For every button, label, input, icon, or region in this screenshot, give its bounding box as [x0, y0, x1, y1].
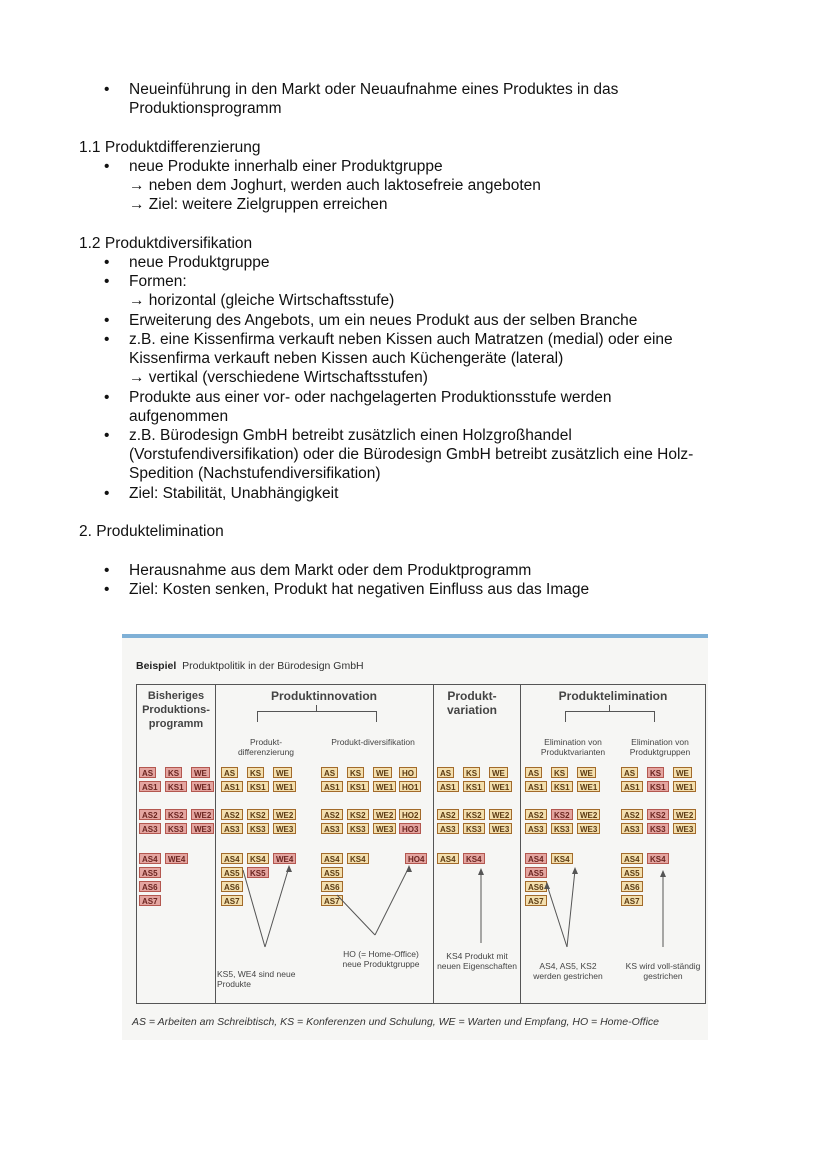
product-tag: WE2 — [191, 809, 214, 820]
product-tag: AS6 — [221, 881, 243, 892]
product-tag: HO — [399, 767, 417, 778]
product-tag: AS4 — [621, 853, 643, 864]
product-tag: WE2 — [273, 809, 296, 820]
product-tag: AS4 — [437, 853, 459, 864]
product-tag: WE3 — [577, 823, 600, 834]
product-tag: WE2 — [373, 809, 396, 820]
product-tag: KS2 — [165, 809, 187, 820]
product-tag: AS7 — [221, 895, 243, 906]
bullet-dot: • — [104, 312, 110, 329]
product-tag: AS3 — [437, 823, 459, 834]
product-tag: AS4 — [221, 853, 243, 864]
product-tag: WE — [489, 767, 508, 778]
product-tag: KS1 — [347, 781, 369, 792]
product-tag: KS3 — [551, 823, 573, 834]
arrow-line — [375, 867, 409, 935]
product-tag: AS — [139, 767, 156, 778]
product-tag: AS3 — [621, 823, 643, 834]
intro-bullet-line1: Neueinführung in den Markt oder Neuaufnahme eines Produktes in das — [129, 81, 619, 98]
product-tag: WE3 — [673, 823, 696, 834]
arrow-line: → neben dem Joghurt, werden auch laktosefreie angeboten — [129, 177, 541, 194]
product-tag: KS4 — [647, 853, 669, 864]
product-tag: AS7 — [525, 895, 547, 906]
bullet-dot: • — [104, 389, 110, 406]
arrow-head — [572, 867, 578, 874]
product-tag: KS — [247, 767, 264, 778]
product-tag: AS6 — [321, 881, 343, 892]
bullet-text: z.B. Bürodesign GmbH betreibt zusätzlich einen Holzgroßhandel — [129, 427, 572, 444]
product-tag: AS1 — [321, 781, 343, 792]
product-tag: KS — [647, 767, 664, 778]
product-tag: AS2 — [621, 809, 643, 820]
product-tag: KS1 — [165, 781, 187, 792]
arrow-head — [544, 882, 550, 889]
product-tag: KS — [165, 767, 182, 778]
arrow-line: → vertikal (verschiedene Wirtschaftsstufen) — [129, 369, 428, 386]
product-tag: KS4 — [247, 853, 269, 864]
product-tag: WE — [673, 767, 692, 778]
product-tag: AS2 — [139, 809, 161, 820]
product-tag: AS4 — [525, 853, 547, 864]
product-tag: WE1 — [273, 781, 296, 792]
product-tag: AS2 — [525, 809, 547, 820]
product-tag: KS2 — [647, 809, 669, 820]
arrow-line — [567, 870, 575, 947]
arrow-line — [265, 867, 289, 947]
bullet-dot: • — [104, 562, 110, 579]
arrow-line — [243, 870, 265, 947]
bullet-dot: • — [104, 273, 110, 290]
product-tag: KS3 — [347, 823, 369, 834]
product-tag: AS2 — [221, 809, 243, 820]
header-produktelimination: Produktelimination — [558, 689, 668, 703]
product-tag: KS3 — [165, 823, 187, 834]
note-variation: KS4 Produkt mit neuen Eigenschaften — [437, 951, 517, 971]
bullet-dot: • — [104, 81, 110, 98]
product-tag: WE1 — [673, 781, 696, 792]
product-tag: AS2 — [321, 809, 343, 820]
product-tag: KS2 — [463, 809, 485, 820]
product-tag: AS5 — [321, 867, 343, 878]
caption-label: Beispiel — [136, 660, 177, 672]
bullet-text: Produkte aus einer vor- oder nachgelagerten Produktionsstufe werden — [129, 389, 612, 406]
arrow-line: → horizontal (gleiche Wirtschaftsstufe) — [129, 292, 395, 309]
product-tag: WE3 — [191, 823, 214, 834]
product-tag: AS1 — [139, 781, 161, 792]
caption-text: Produktpolitik in der Bürodesign GmbH — [182, 660, 364, 672]
note-differenzierung: KS5, WE4 sind neue Produkte — [217, 969, 296, 989]
bullet-text: Ziel: Stabilität, Unabhängigkeit — [129, 485, 339, 502]
heading-produktdiversifikation: 1.2 Produktdiversifikation — [79, 235, 253, 252]
product-tag: KS5 — [247, 867, 269, 878]
bullet-text: (Vorstufendiversifikation) oder die Bürodesign GmbH betreibt zusätzlich eine Holz- — [129, 446, 694, 463]
arrow-head — [478, 868, 484, 875]
bullet-dot: • — [104, 158, 110, 175]
bullet-text: Spedition (Nachstufendiversifikation) — [129, 465, 381, 482]
product-tag: HO4 — [405, 853, 427, 864]
subheader-elim-gruppen: Elimination von Produktgruppen — [629, 737, 691, 757]
subheader-differenzierung: Produkt-differenzierung — [237, 737, 295, 757]
product-tag: KS — [463, 767, 480, 778]
product-tag: WE — [373, 767, 392, 778]
product-tag: WE3 — [489, 823, 512, 834]
header-produktvariation: Produkt-variation — [446, 689, 497, 717]
product-tag: KS1 — [247, 781, 269, 792]
product-tag: WE4 — [165, 853, 188, 864]
note-diversifikation: HO (= Home-Office) neue Produktgruppe — [342, 949, 420, 969]
product-tag: AS1 — [621, 781, 643, 792]
bullet-text: Ziel: Kosten senken, Produkt hat negativen Einfluss aus das Image — [129, 581, 590, 598]
product-tag: AS1 — [437, 781, 459, 792]
arrow-line — [337, 895, 375, 935]
bullet-dot: • — [104, 485, 110, 502]
product-tag: AS — [221, 767, 238, 778]
product-tag: AS5 — [221, 867, 243, 878]
product-tag: AS5 — [621, 867, 643, 878]
bullet-text: Kissenfirma verkauft neben Kissen auch Küchengeräte (lateral) — [129, 350, 564, 367]
product-tag: AS5 — [139, 867, 161, 878]
product-tag: KS2 — [347, 809, 369, 820]
product-tag: HO1 — [399, 781, 421, 792]
product-tag: AS7 — [621, 895, 643, 906]
bullet-dot: • — [104, 581, 110, 598]
product-tag: KS1 — [647, 781, 669, 792]
product-tag: AS3 — [221, 823, 243, 834]
product-tag: WE1 — [577, 781, 600, 792]
product-tag: KS2 — [551, 809, 573, 820]
arrow-line — [547, 885, 567, 947]
figure-caption — [136, 660, 364, 672]
product-tag: HO2 — [399, 809, 421, 820]
product-tag: AS6 — [525, 881, 547, 892]
product-tag: KS4 — [347, 853, 369, 864]
product-tag: AS3 — [525, 823, 547, 834]
figure-legend: AS = Arbeiten am Schreibtisch, KS = Konferenzen und Schulung, WE = Warten und Empfang, HO = Home-Office — [132, 1016, 660, 1028]
product-tag: AS5 — [525, 867, 547, 878]
product-tag: KS3 — [463, 823, 485, 834]
figure-top-bar — [122, 634, 708, 638]
product-tag: AS — [621, 767, 638, 778]
intro-bullet-line2: Produktionsprogramm — [129, 100, 282, 117]
product-tag: KS3 — [647, 823, 669, 834]
header-produktinnovation: Produktinnovation — [271, 689, 377, 703]
heading-produktelimination: 2. Produktelimination — [79, 523, 224, 540]
arrow-head — [660, 870, 666, 877]
bullet-text: Herausnahme aus dem Markt oder dem Produktprogramm — [129, 562, 532, 579]
product-tag: AS2 — [437, 809, 459, 820]
note-elim-gruppen: KS wird voll-ständig gestrichen — [625, 961, 701, 981]
bullet-text: aufgenommen — [129, 408, 229, 425]
bullet-dot: • — [104, 331, 110, 348]
bullet-text: neue Produktgruppe — [129, 254, 270, 271]
product-tag: AS4 — [321, 853, 343, 864]
product-tag: AS6 — [621, 881, 643, 892]
product-tag: WE1 — [489, 781, 512, 792]
product-tag: WE — [191, 767, 210, 778]
product-tag: KS2 — [247, 809, 269, 820]
product-tag: WE — [273, 767, 292, 778]
product-tag: WE2 — [673, 809, 696, 820]
product-tag: WE2 — [577, 809, 600, 820]
product-policy-figure — [122, 634, 708, 1040]
product-tag: KS3 — [247, 823, 269, 834]
product-tag: AS6 — [139, 881, 161, 892]
subheader-elim-varianten: Elimination von Produktvarianten — [540, 737, 606, 757]
product-tag: WE4 — [273, 853, 296, 864]
product-tag: AS3 — [139, 823, 161, 834]
product-tag: AS4 — [139, 853, 161, 864]
product-tag: KS1 — [463, 781, 485, 792]
product-tag: KS4 — [463, 853, 485, 864]
product-tag: KS1 — [551, 781, 573, 792]
product-tag: AS — [437, 767, 454, 778]
product-tag: WE1 — [191, 781, 214, 792]
product-tag: WE1 — [373, 781, 396, 792]
product-tag: AS7 — [139, 895, 161, 906]
note-elim-varianten: AS4, AS5, KS2 werden gestrichen — [533, 961, 603, 981]
product-tag: AS1 — [221, 781, 243, 792]
bullet-text: Formen: — [129, 273, 187, 290]
bullet-text: Erweiterung des Angebots, um ein neues Produkt aus der selben Branche — [129, 312, 638, 329]
product-tag: KS4 — [551, 853, 573, 864]
product-tag: WE — [577, 767, 596, 778]
arrow-head — [406, 865, 412, 872]
product-tag: AS — [321, 767, 338, 778]
product-tag: WE2 — [489, 809, 512, 820]
product-tag: AS7 — [321, 895, 343, 906]
bullet-dot: • — [104, 427, 110, 444]
heading-produktdifferenzierung: 1.1 Produktdifferenzierung — [79, 139, 261, 156]
product-tag: WE3 — [273, 823, 296, 834]
product-tag: AS3 — [321, 823, 343, 834]
product-tag: HO3 — [399, 823, 421, 834]
arrow-line: → Ziel: weitere Zielgruppen erreichen — [129, 196, 388, 213]
bullet-text: neue Produkte innerhalb einer Produktgruppe — [129, 158, 443, 175]
bullet-text: z.B. eine Kissenfirma verkauft neben Kissen auch Matratzen (medial) oder eine — [129, 331, 673, 348]
header-bisheriges: Bisheriges Produktions-programm — [142, 690, 210, 730]
subheader-diversifikation: Produkt-diversifikation — [331, 737, 415, 747]
product-tag: KS — [551, 767, 568, 778]
product-tag: KS — [347, 767, 364, 778]
product-policy-table — [136, 684, 706, 1004]
product-tag: AS — [525, 767, 542, 778]
product-tag: AS1 — [525, 781, 547, 792]
arrow-head — [286, 865, 292, 872]
bullet-dot: • — [104, 254, 110, 271]
product-tag: WE3 — [373, 823, 396, 834]
